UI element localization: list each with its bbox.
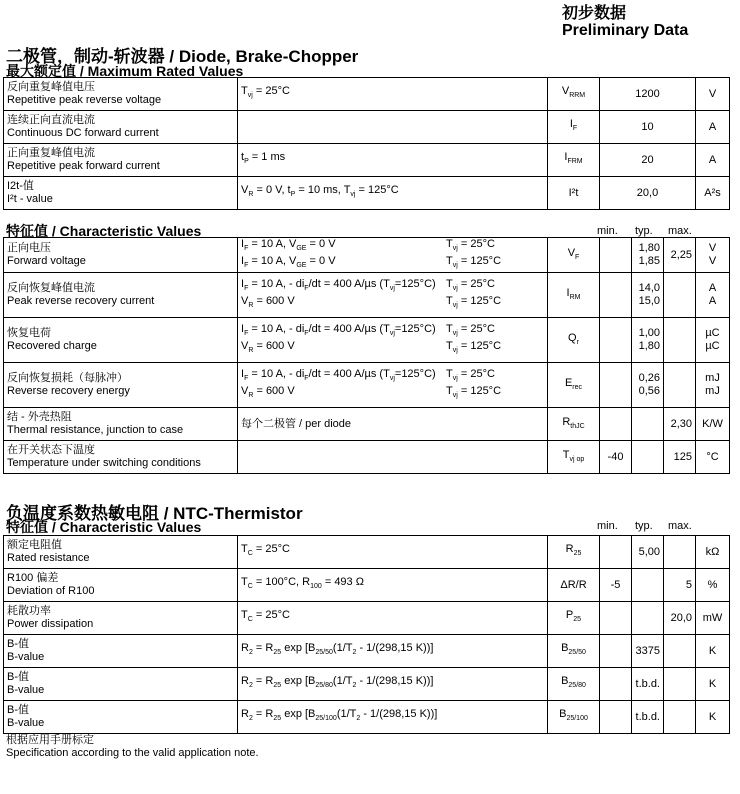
preliminary-cn: 初步数据 [562,5,627,22]
min-cell: -5 [600,569,632,602]
condition-cell [238,318,548,363]
typ-cell: 1,80 1,85 [632,238,664,273]
max-cell: 5 [664,569,696,602]
symbol-cell: $B_{25/100}$ [548,701,600,734]
symbol-cell: $B_{25/80}$ [548,668,600,701]
unit-cell: A [696,111,730,144]
condition-cell: $T_{vj} = 25^\circ C$ [238,78,548,111]
temp-line: $T_{vj} = 25^\circ C$ [446,238,495,253]
typ-cell [632,441,664,474]
section-title-diode: 二极管，制动-斩波器 / Diode, Brake-Chopper [6,47,359,66]
table-row [4,635,730,668]
typ-cell: t.b.d. [632,701,664,734]
table-row [4,238,730,273]
min-cell [600,701,632,734]
table-row [4,441,730,474]
typ-cell [632,569,664,602]
param-cn: B-值 [7,638,29,650]
param-en: Power dissipation [7,618,94,630]
symbol-cell: $I_{FRM}$ [548,144,600,177]
col-max-label: max. [668,225,692,237]
param-cell [4,602,238,635]
max-cell [664,318,696,363]
min-cell [600,273,632,318]
max-cell [664,635,696,668]
typ-cell: 0,26 0,56 [632,363,664,408]
unit-cell: µC µC [696,318,730,363]
table-row [4,318,730,363]
table-row [4,363,730,408]
min-cell: -40 [600,441,632,474]
param-cell [4,701,238,734]
condition-cell [238,273,548,318]
param-cell [4,144,238,177]
symbol-cell: $R_{25}$ [548,536,600,569]
typ-cell [632,602,664,635]
param-cell [4,177,238,210]
footer-note [6,734,259,760]
min-cell [600,318,632,363]
table-row [4,536,730,569]
max-cell: 2,25 [664,238,696,273]
preliminary-en: Preliminary Data [562,22,689,39]
param-cell [4,318,238,363]
table-row [4,569,730,602]
condition-line: $I_F = 10$ A, $V_{GE} = 0$ V [241,238,336,253]
min-cell [600,238,632,273]
param-cell [4,238,238,273]
param-cn: 反向恢复峰值电流 [7,282,95,295]
param-en: Deviation of R100 [7,585,95,597]
value-cell: 20,0 [600,177,696,210]
unit-cell: mJ mJ [696,363,730,408]
unit-cell: K [696,668,730,701]
param-en: B-value [7,684,45,696]
typ-cell: 3375 [632,635,664,668]
condition-line: $V_R = 600$ V [241,340,295,355]
footer-en: Specification according to the valid application note. [6,747,259,759]
param-cell [4,536,238,569]
condition-cell [238,238,548,273]
condition-line: $I_F = 10$ A, - $di_F/dt = 400$ A/µs $(T_{vj}=125^\circ C)$ [241,323,436,338]
condition-cell: $T_C = 25^\circ C$ [238,536,548,569]
min-cell [600,408,632,441]
param-cell [4,408,238,441]
table-row [4,273,730,318]
max-cell [664,701,696,734]
param-cn: 额定电阻值 [7,539,62,551]
max-cell: 125 [664,441,696,474]
condition-cell: $R_2 = R_{25}$ $\exp [B_{25/50}(1/T_2 - 1/(298,15$ K))] [238,635,548,668]
param-cn: 恢复电荷 [7,327,51,340]
symbol-cell: $B_{25/50}$ [548,635,600,668]
temp-line: $T_{vj} = 125^\circ C$ [446,255,502,270]
symbol-cell: $V_F$ [548,238,600,273]
temp-line: $T_{vj} = 125^\circ C$ [446,385,502,400]
temp-line: $T_{vj} = 25^\circ C$ [446,323,495,338]
condition-cell [238,363,548,408]
param-cell [4,635,238,668]
condition-cell: $R_2 = R_{25}$ $\exp [B_{25/80}(1/T_2 - 1/(298,15$ K))] [238,668,548,701]
unit-cell: K [696,701,730,734]
typ-cell [632,408,664,441]
param-en: B-value [7,717,45,729]
symbol-cell: $I_{RM}$ [548,273,600,318]
condition-line: $I_F = 10$ A, $V_{GE} = 0$ V [241,255,336,270]
table-row [4,144,730,177]
param-cell [4,273,238,318]
table-row [4,668,730,701]
condition-cell: $R_2 = R_{25}$ $\exp [B_{25/100}(1/T_2 - 1/(298,15$ K))] [238,701,548,734]
param-en: Continuous DC forward current [7,127,159,139]
symbol-cell: $P_{25}$ [548,602,600,635]
param-en: Thermal resistance, junction to case [7,424,184,437]
min-cell [600,536,632,569]
unit-cell: kΩ [696,536,730,569]
max-ratings-table [3,77,730,210]
condition-cell [238,441,548,474]
condition-line: $V_R = 600$ V [241,385,295,400]
condition-line: $I_F = 10$ A, - $di_F/dt = 400$ A/µs $(T_{vj}=125^\circ C)$ [241,278,436,293]
typ-cell: t.b.d. [632,668,664,701]
param-cn: 耗散功率 [7,605,51,617]
symbol-cell: $T_{vj op}$ [548,441,600,474]
max-cell [664,273,696,318]
max-cell [664,363,696,408]
char-values-heading: 特征值 / Characteristic Values [6,223,202,239]
condition-cell: $T_C = 100^\circ C$, $R_{100} = 493$ Ω [238,569,548,602]
condition-cell: $t_P = 1$ ms [238,144,548,177]
min-cell [600,668,632,701]
value-cell: 10 [600,111,696,144]
param-cn: 反向恢复损耗（每脉冲） [7,372,128,385]
ntc-table [3,535,730,734]
param-cell [4,569,238,602]
param-cn: B-值 [7,671,29,683]
param-cell [4,441,238,474]
max-ratings-heading: 最大额定值 / Maximum Rated Values [6,63,244,79]
min-cell [600,363,632,408]
max-cell: 2,30 [664,408,696,441]
max-cell [664,536,696,569]
temp-line: $T_{vj} = 25^\circ C$ [446,368,495,383]
param-cn: R100 偏差 [7,572,59,584]
symbol-cell: $V_{RRM}$ [548,78,600,111]
preliminary-label [562,5,688,39]
param-cn: 结 - 外壳热阻 [7,411,72,424]
unit-cell: A²s [696,177,730,210]
unit-cell: K/W [696,408,730,441]
unit-cell: V V [696,238,730,273]
max-cell [664,668,696,701]
param-en: Repetitive peak forward current [7,160,160,172]
diode-char-table [3,237,730,474]
table-row [4,111,730,144]
param-cn: 在开关状态下温度 [7,444,95,457]
symbol-cell: ΔR/R [548,569,600,602]
condition-line: $I_F = 10$ A, - $di_F/dt = 400$ A/µs $(T_{vj}=125^\circ C)$ [241,368,436,383]
typ-cell: 14,0 15,0 [632,273,664,318]
table-row [4,408,730,441]
param-cell [4,363,238,408]
table-row [4,701,730,734]
symbol-cell: $Q_r$ [548,318,600,363]
symbol-cell: $E_{rec}$ [548,363,600,408]
ntc-col-min-label: min. [597,520,618,532]
param-cn: 连续正向直流电流 [7,114,95,126]
param-en: I²t - value [7,193,53,205]
unit-cell: % [696,569,730,602]
param-cn: I2t-值 [7,180,34,192]
symbol-cell: I²t [548,177,600,210]
unit-cell: V [696,78,730,111]
temp-line: $T_{vj} = 25^\circ C$ [446,278,495,293]
condition-cell [238,111,548,144]
min-cell [600,602,632,635]
unit-cell: mW [696,602,730,635]
param-en: Forward voltage [7,255,86,268]
symbol-cell: $I_F$ [548,111,600,144]
param-en: Reverse recovery energy [7,385,130,398]
value-cell: 1200 [600,78,696,111]
param-cell [4,668,238,701]
unit-cell: °C [696,441,730,474]
param-en: Recovered charge [7,340,97,353]
param-en: Temperature under switching conditions [7,457,201,470]
ntc-title: 负温度系数热敏电阻 / NTC-Thermistor [6,504,303,523]
param-cn: 反向重复峰值电压 [7,81,95,93]
param-cn: B-值 [7,704,29,716]
condition-cell: $T_C = 25^\circ C$ [238,602,548,635]
table-row [4,177,730,210]
param-en: B-value [7,651,45,663]
typ-cell: 5,00 [632,536,664,569]
footer-cn: 根据应用手册标定 [6,734,94,746]
temp-line: $T_{vj} = 125^\circ C$ [446,295,502,310]
param-en: Repetitive peak reverse voltage [7,94,162,106]
ntc-col-max-label: max. [668,520,692,532]
condition-cell: $V_R = 0$ V, $t_P = 10$ ms, $T_{vj} = 125^\circ C$ [238,177,548,210]
condition-line: $V_R = 600$ V [241,295,295,310]
max-cell: 20,0 [664,602,696,635]
param-cell [4,78,238,111]
param-cell [4,111,238,144]
ntc-char-heading: 特征值 / Characteristic Values [6,519,202,535]
col-typ-label: typ. [635,225,653,237]
condition-cell: 每个二极管 / per diode [238,408,548,441]
ntc-col-typ-label: typ. [635,520,653,532]
min-cell [600,635,632,668]
param-en: Rated resistance [7,552,90,564]
unit-cell: A [696,144,730,177]
typ-cell: 1,00 1,80 [632,318,664,363]
unit-cell: A A [696,273,730,318]
unit-cell: K [696,635,730,668]
param-cn: 正向重复峰值电流 [7,147,95,159]
value-cell: 20 [600,144,696,177]
param-cn: 正向电压 [7,242,51,255]
param-en: Peak reverse recovery current [7,295,155,308]
col-min-label: min. [597,225,618,237]
symbol-cell: $R_{thJC}$ [548,408,600,441]
temp-line: $T_{vj} = 125^\circ C$ [446,340,502,355]
table-row [4,78,730,111]
table-row [4,602,730,635]
